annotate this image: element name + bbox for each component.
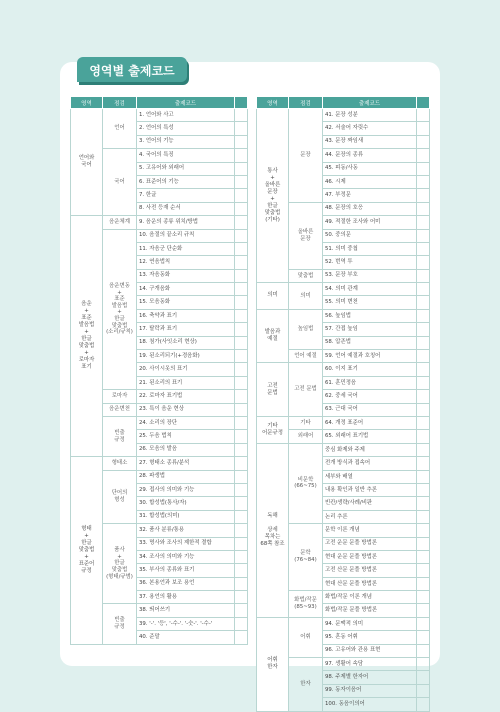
code-cell: 2. 언어의 특성 [137, 122, 235, 135]
sub-cell: 음운변천 [103, 403, 137, 416]
sub-cell: 높임법 [289, 309, 323, 349]
table-row [257, 283, 430, 296]
check-cell[interactable] [417, 510, 430, 523]
code-cell: 27. 형태소 종류/분석 [137, 457, 235, 470]
table-body-right [257, 109, 430, 712]
code-cell: 34. 조사의 의미와 기능 [137, 550, 235, 563]
check-cell[interactable] [417, 577, 430, 590]
area-cell: 언어와 국어 [71, 109, 103, 216]
check-cell[interactable] [235, 283, 248, 296]
check-cell[interactable] [235, 135, 248, 148]
area-cell: 통사 + 올바른 문장 + 한글 맞춤법 (기타) [257, 109, 289, 283]
code-cell: 문학 이론 개념 [323, 524, 417, 537]
check-cell[interactable] [417, 175, 430, 188]
code-cell: 8. 사전 등재 순서 [137, 202, 235, 215]
check-cell[interactable] [235, 390, 248, 403]
sub-cell: 문장 [289, 109, 323, 203]
check-cell[interactable] [417, 296, 430, 309]
check-cell[interactable] [417, 403, 430, 416]
check-cell[interactable] [235, 229, 248, 242]
sub-cell: 화법/작문 (85~93) [289, 591, 323, 618]
check-cell[interactable] [417, 550, 430, 563]
check-cell[interactable] [235, 175, 248, 188]
code-cell: 53. 문장 부호 [323, 269, 417, 282]
code-cell: 55. 의미 변천 [323, 296, 417, 309]
check-cell[interactable] [235, 122, 248, 135]
check-cell[interactable] [235, 202, 248, 215]
sub-cell: 의미 [289, 283, 323, 310]
check-cell[interactable] [235, 457, 248, 470]
code-cell: 43. 문장 짜임새 [323, 135, 417, 148]
sub-cell: 빈출 규정 [103, 416, 137, 456]
code-cell: 세부와 배열 [323, 470, 417, 483]
sub-cell: 품사 + 한글 맞춤법 (형태/규범) [103, 524, 137, 604]
check-cell[interactable] [417, 524, 430, 537]
sub-cell: 문학 (76~84) [289, 524, 323, 591]
header-sub: 점검 [289, 97, 323, 109]
code-cell: 9. 음운의 종류 위치/방법 [137, 216, 235, 229]
code-cell: 화법/작문 문풀 방법론 [323, 604, 417, 617]
check-cell[interactable] [235, 336, 248, 349]
check-cell[interactable] [235, 510, 248, 523]
check-cell[interactable] [235, 216, 248, 229]
check-cell[interactable] [235, 242, 248, 255]
code-cell: 97. 생활어 속담 [323, 658, 417, 671]
check-cell[interactable] [235, 550, 248, 563]
check-cell[interactable] [417, 376, 430, 389]
check-cell[interactable] [417, 309, 430, 322]
code-table-left [70, 96, 248, 645]
code-cell: 62. 중세 국어 [323, 390, 417, 403]
table-row [257, 416, 430, 429]
check-cell[interactable] [417, 283, 430, 296]
check-cell[interactable] [235, 524, 248, 537]
code-cell: 95. 혼동 어휘 [323, 631, 417, 644]
code-table-right [256, 96, 430, 712]
header-area: 영역 [257, 97, 289, 109]
code-cell: 15. 모음동화 [137, 296, 235, 309]
check-cell[interactable] [235, 564, 248, 577]
code-cell: 중심 화제와 주제 [323, 443, 417, 456]
header-area: 영역 [71, 97, 103, 109]
code-cell: 화법/작문 이론 개념 [323, 591, 417, 604]
check-cell[interactable] [417, 658, 430, 671]
area-cell: 발음과 예절 [257, 309, 289, 363]
code-cell: 63. 근대 국어 [323, 403, 417, 416]
table-row [71, 109, 248, 122]
check-cell[interactable] [235, 162, 248, 175]
code-cell: 29. 접사의 의미와 기능 [137, 483, 235, 496]
code-cell: 60. 이지 표기 [323, 363, 417, 376]
code-cell: 31. 합성법(의미) [137, 510, 235, 523]
sub-cell: 맞춤법 [289, 269, 323, 282]
code-cell: 47. 부정문 [323, 189, 417, 202]
area-cell: 어휘 한자 [257, 617, 289, 711]
sub-cell: 국어 [103, 149, 137, 216]
check-cell[interactable] [417, 591, 430, 604]
check-cell[interactable] [417, 617, 430, 630]
check-cell[interactable] [235, 604, 248, 617]
check-cell[interactable] [417, 457, 430, 470]
sub-cell: 어휘 [289, 617, 323, 657]
code-cell: 54. 의미 관계 [323, 283, 417, 296]
sub-cell: 한자 [289, 658, 323, 712]
check-cell[interactable] [417, 483, 430, 496]
code-cell: 3. 언어의 기능 [137, 135, 235, 148]
area-cell: 독해 상세 목차는 68쪽 참조 [257, 443, 289, 617]
check-cell[interactable] [235, 403, 248, 416]
area-cell: 기타 어문규정 [257, 416, 289, 443]
table-row [257, 309, 430, 322]
check-cell[interactable] [235, 256, 248, 269]
check-cell[interactable] [235, 296, 248, 309]
check-cell[interactable] [417, 336, 430, 349]
code-cell: 23. 특이 음운 현상 [137, 403, 235, 416]
check-cell[interactable] [235, 430, 248, 443]
check-cell[interactable] [417, 189, 430, 202]
code-cell: 46. 시제 [323, 175, 417, 188]
code-cell: 57. 간접 높임 [323, 323, 417, 336]
check-cell[interactable] [417, 162, 430, 175]
check-cell[interactable] [417, 149, 430, 162]
code-cell: 32. 품사 분류/통용 [137, 524, 235, 537]
check-cell[interactable] [417, 202, 430, 215]
code-cell: 10. 음절의 끝소리 규칙 [137, 229, 235, 242]
code-cell: 94. 문맥적 의미 [323, 617, 417, 630]
table-row [257, 617, 430, 630]
check-cell[interactable] [417, 216, 430, 229]
code-cell: 96. 고유어와 관용 표현 [323, 644, 417, 657]
code-cell: 1. 언어와 사고 [137, 109, 235, 122]
code-cell: 논리 추론 [323, 510, 417, 523]
code-cell: 59. 언어 예절과 호칭어 [323, 350, 417, 363]
code-cell: 5. 고유어와 외래어 [137, 162, 235, 175]
check-cell[interactable] [417, 430, 430, 443]
code-cell: 64. 개정 표준어 [323, 416, 417, 429]
code-cell: 18. 첨가(사잇소리 현상) [137, 336, 235, 349]
check-cell[interactable] [235, 591, 248, 604]
check-cell[interactable] [235, 537, 248, 550]
check-cell[interactable] [235, 497, 248, 510]
table-body-left [71, 109, 248, 645]
check-cell[interactable] [417, 537, 430, 550]
code-cell: 7. 한글 [137, 189, 235, 202]
code-cell: 26. 모음의 발음 [137, 443, 235, 456]
code-cell: 14. 구개음화 [137, 283, 235, 296]
code-cell: 16. 축약과 표기 [137, 309, 235, 322]
sub-cell: 음운체계 [103, 216, 137, 229]
code-cell: 98. 주제별 한자어 [323, 671, 417, 684]
code-cell: 56. 높임법 [323, 309, 417, 322]
check-cell[interactable] [417, 390, 430, 403]
check-cell[interactable] [235, 269, 248, 282]
code-cell: 37. 용언의 활용 [137, 591, 235, 604]
area-cell: 고전 문법 [257, 363, 289, 417]
check-cell[interactable] [417, 256, 430, 269]
code-cell: 30. 합성법(통사/자) [137, 497, 235, 510]
code-cell: 내용 확인과 일반 추론 [323, 483, 417, 496]
sub-cell: 고전 문법 [289, 363, 323, 417]
code-cell: 38. 띄어쓰기 [137, 604, 235, 617]
code-cell: 41. 문장 성분 [323, 109, 417, 122]
code-cell: 48. 문장의 호응 [323, 202, 417, 215]
sub-cell: 형태소 [103, 457, 137, 470]
check-cell[interactable] [417, 363, 430, 376]
header-code: 출제코드 [137, 97, 235, 109]
code-cell: 12. 연음법칙 [137, 256, 235, 269]
check-cell[interactable] [417, 631, 430, 644]
code-cell: 21. 된소리의 표기 [137, 376, 235, 389]
section-title-badge [77, 57, 187, 82]
code-cell: 현대 운문 문풀 방법론 [323, 550, 417, 563]
check-cell[interactable] [417, 416, 430, 429]
check-cell[interactable] [417, 497, 430, 510]
table-row [257, 363, 430, 376]
check-cell[interactable] [417, 109, 430, 122]
code-cell: 65. 외래어 표기법 [323, 430, 417, 443]
sub-cell: 외래어 [289, 430, 323, 443]
sub-cell: 기타 [289, 416, 323, 429]
table-header-row [257, 97, 430, 109]
code-cell: 현대 산문 문풀 방법론 [323, 577, 417, 590]
code-cell: 13. 자음동화 [137, 269, 235, 282]
check-cell[interactable] [417, 350, 430, 363]
sub-cell: 단어의 형성 [103, 470, 137, 524]
code-cell: 고전 운문 문풀 방법론 [323, 537, 417, 550]
code-cell: 19. 된소리되기(+경음화) [137, 350, 235, 363]
check-cell[interactable] [235, 350, 248, 363]
check-cell[interactable] [417, 684, 430, 697]
area-cell: 형태 + 한글 맞춤법 + 표준어 규정 [71, 457, 103, 644]
code-cell: 40. 준말 [137, 631, 235, 644]
code-cell: 42. 서술어 자릿수 [323, 122, 417, 135]
section-title: 영역별 출제코드 [89, 63, 175, 78]
code-cell: 45. 피동/사동 [323, 162, 417, 175]
code-cell: 25. 두음 법칙 [137, 430, 235, 443]
code-cell: 24. 소리의 장단 [137, 416, 235, 429]
check-cell[interactable] [235, 376, 248, 389]
sub-cell: 언어 예절 [289, 350, 323, 363]
check-cell[interactable] [235, 416, 248, 429]
sub-cell: 올바른 문장 [289, 202, 323, 269]
sub-cell: 로마자 [103, 390, 137, 403]
code-cell: 99. 동자이음어 [323, 684, 417, 697]
code-cell: 44. 문장의 종류 [323, 149, 417, 162]
code-cell: 20. 사이시옷의 표기 [137, 363, 235, 376]
check-cell[interactable] [235, 631, 248, 644]
code-cell: 61. 훈민정음 [323, 376, 417, 389]
table-row [71, 216, 248, 229]
code-cell: 52. 번역 투 [323, 256, 417, 269]
check-cell[interactable] [417, 671, 430, 684]
check-cell[interactable] [417, 443, 430, 456]
code-cell: 50. 중의문 [323, 229, 417, 242]
code-cell: 39. '-'. '등', '-수-'. '-숫-'. '-수-' [137, 617, 235, 630]
code-cell: 4. 국어의 특징 [137, 149, 235, 162]
check-cell[interactable] [417, 242, 430, 255]
check-cell[interactable] [235, 443, 248, 456]
check-cell[interactable] [235, 149, 248, 162]
check-cell[interactable] [417, 269, 430, 282]
check-cell[interactable] [235, 363, 248, 376]
sub-cell: 빈출 규정 [103, 604, 137, 644]
check-cell[interactable] [235, 470, 248, 483]
check-cell[interactable] [417, 604, 430, 617]
sub-cell: 언어 [103, 109, 137, 149]
table-row [71, 457, 248, 470]
check-cell[interactable] [417, 564, 430, 577]
check-cell[interactable] [417, 229, 430, 242]
area-cell: 의미 [257, 283, 289, 310]
code-cell: 49. 적절한 조사와 어미 [323, 216, 417, 229]
code-cell: 28. 파생법 [137, 470, 235, 483]
table-header-row [71, 97, 248, 109]
check-cell[interactable] [417, 470, 430, 483]
check-cell[interactable] [417, 698, 430, 711]
code-cell: 35. 부사의 종류와 표기 [137, 564, 235, 577]
code-cell: 22. 로마자 표기법 [137, 390, 235, 403]
code-cell: 51. 의미 중첩 [323, 242, 417, 255]
check-cell[interactable] [235, 577, 248, 590]
code-cell: 빈칸/생략/사례/비판 [323, 497, 417, 510]
header-check [417, 97, 430, 109]
sub-cell: 음운변동 + 표준 발음법 + 한글 맞춤법 (소리/규칙) [103, 229, 137, 390]
check-cell[interactable] [235, 617, 248, 630]
area-cell: 음운 + 표준 발음법 + 한글 맞춤법 + 로마자 표기 [71, 216, 103, 457]
table-row [257, 109, 430, 122]
check-cell[interactable] [417, 135, 430, 148]
code-cell: 33. 명사와 조사의 제한적 결합 [137, 537, 235, 550]
check-cell[interactable] [235, 109, 248, 122]
table-row [257, 443, 430, 456]
sub-cell: 비문학 (66~75) [289, 443, 323, 523]
check-cell[interactable] [235, 309, 248, 322]
code-cell: 6. 표준어의 기능 [137, 175, 235, 188]
check-cell[interactable] [235, 323, 248, 336]
code-cell: 36. 본용언과 보조 용언 [137, 577, 235, 590]
code-cell: 11. 자음군 단순화 [137, 242, 235, 255]
header-code: 출제코드 [323, 97, 417, 109]
code-cell: 17. 탈락과 표기 [137, 323, 235, 336]
code-cell: 전개 방식과 접속어 [323, 457, 417, 470]
code-cell: 고전 산문 문풀 방법론 [323, 564, 417, 577]
check-cell[interactable] [417, 122, 430, 135]
header-sub: 점검 [103, 97, 137, 109]
check-cell[interactable] [235, 189, 248, 202]
code-cell: 58. 압존법 [323, 336, 417, 349]
code-cell: 100. 동음이의어 [323, 698, 417, 711]
check-cell[interactable] [417, 644, 430, 657]
check-cell[interactable] [235, 483, 248, 496]
check-cell[interactable] [417, 323, 430, 336]
header-check [235, 97, 248, 109]
